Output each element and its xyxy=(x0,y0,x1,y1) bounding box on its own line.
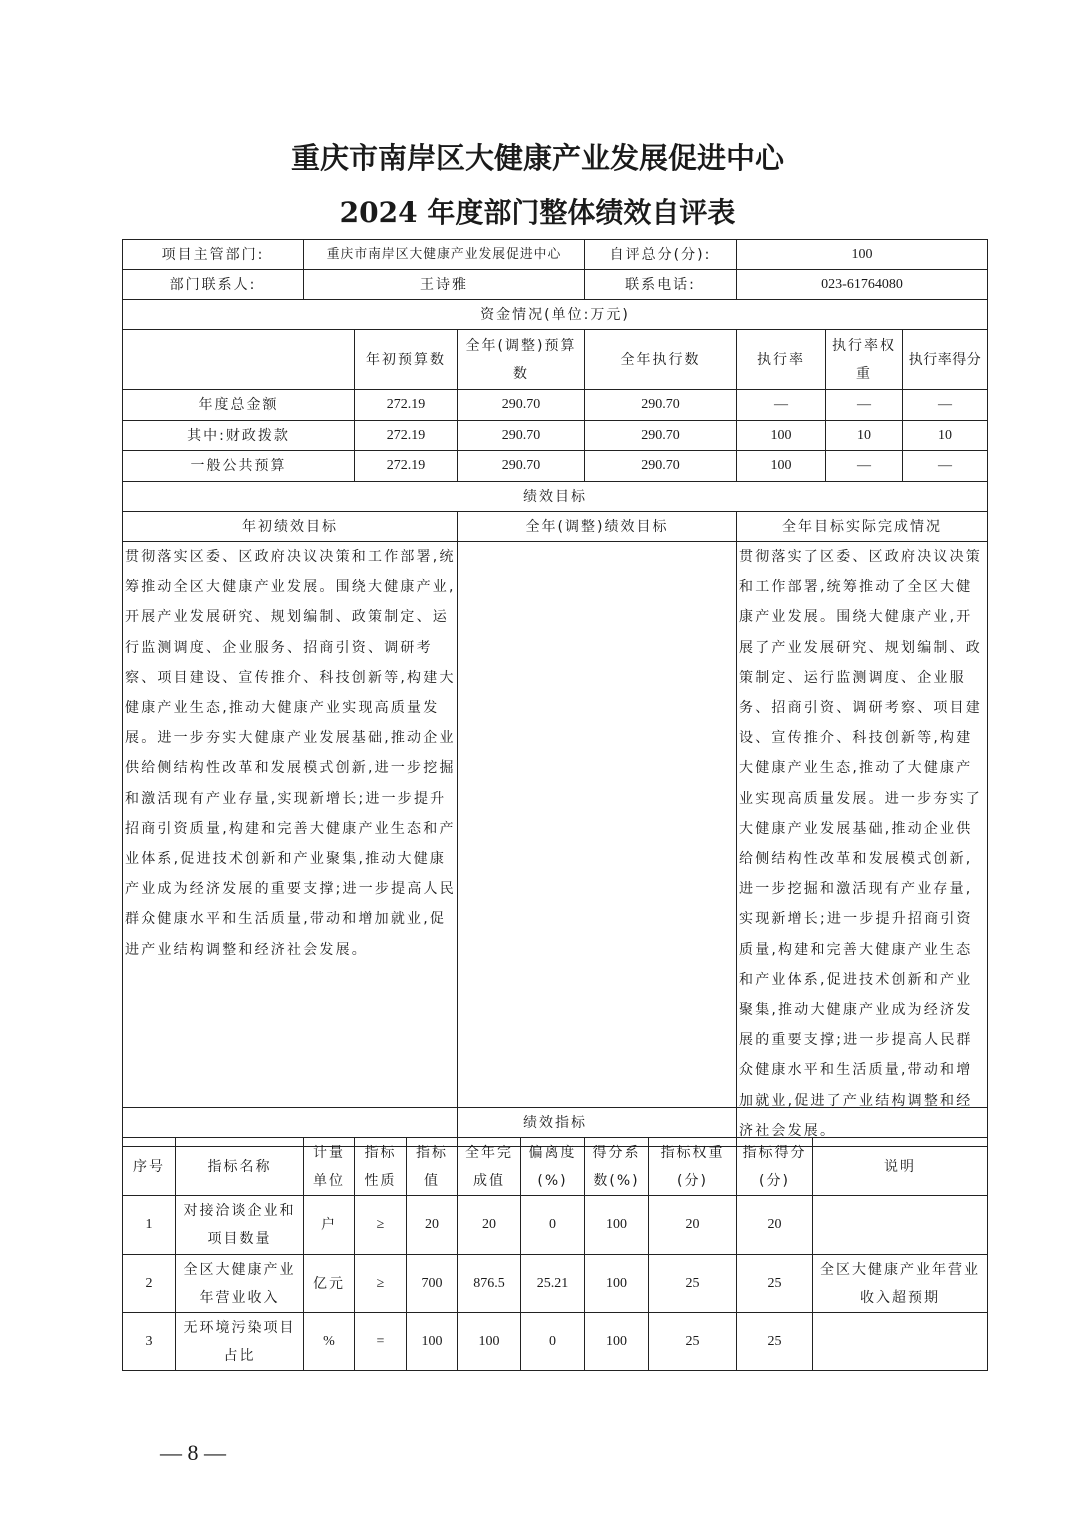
funding-col-weight: 执行率权重 xyxy=(826,330,903,390)
ind-deviation: 25.21 xyxy=(521,1255,585,1313)
ind-target: 20 xyxy=(407,1196,458,1255)
adjusted-goal-text xyxy=(458,542,737,1147)
goals-col-actual: 全年目标实际完成情况 xyxy=(737,512,988,542)
funding-row-weight: — xyxy=(826,451,903,482)
ind-coef: 100 xyxy=(585,1255,649,1313)
page-number: — 8 — xyxy=(160,1440,226,1465)
ind-target: 100 xyxy=(407,1313,458,1371)
funding-row-adjusted: 290.70 xyxy=(458,421,585,451)
indicator-row xyxy=(123,1196,988,1255)
ind-coef: 100 xyxy=(585,1196,649,1255)
document-subtitle: 2024 年度部门整体绩效自评表 xyxy=(339,196,736,229)
contact-value: 王诗雅 xyxy=(304,270,585,300)
indicator-row xyxy=(123,1313,988,1371)
ind-score: 25 xyxy=(737,1255,813,1313)
ind-actual: 20 xyxy=(458,1196,521,1255)
funding-section-title: 资金情况(单位:万元) xyxy=(123,300,988,330)
indicator-row xyxy=(123,1255,988,1313)
funding-col-adjusted: 全年(调整)预算数 xyxy=(458,330,585,390)
ind-actual: 100 xyxy=(458,1313,521,1371)
funding-row-adjusted: 290.70 xyxy=(458,451,585,482)
funding-row-executed: 290.70 xyxy=(585,451,737,482)
ind-nature: ≥ xyxy=(355,1255,407,1313)
ind-col-unit: 计量单位 xyxy=(304,1138,355,1196)
ind-nature: = xyxy=(355,1313,407,1371)
ind-col-nature: 指标性质 xyxy=(355,1138,407,1196)
actual-completion-text: 贯彻落实了区委、区政府决议决策和工作部署,统筹推动了全区大健康产业发展。围绕大健康产业,开展了产业发展研究、规划编制、政策制定、运行监测调度、企业服务、招商引资、调研考察、项目建设、宣传推介、科技创新等,构建大健康产业生态,推动了大健康产业实现高质量发展。进一步夯实了大健康产业发展基础,推动企业供给侧结构性改革和发展模式创新,进一步挖掘和激活现有产业存量,实现新增长;进一步提升招商引资质量,构建和完善大健康产业生态和产业体系,促进技术创新和产业聚集,推动大健康产业成为经济发展的重要支撑;进一步提高人民群众健康水平和生活质量,带动和增加就业,促进了产业结构调整和经济社会发展。 xyxy=(737,542,988,1147)
funding-row-weight: 10 xyxy=(826,421,903,451)
ind-score: 20 xyxy=(737,1196,813,1255)
document-title: 重庆市南岸区大健康产业发展促进中心 xyxy=(290,141,784,175)
ind-note xyxy=(813,1313,988,1371)
contact-label: 部门联系人: xyxy=(123,270,304,300)
ind-deviation: 0 xyxy=(521,1196,585,1255)
funding-row-name: 其中:财政拨款 xyxy=(123,421,355,451)
ind-col-no: 序号 xyxy=(123,1138,176,1196)
ind-weight: 20 xyxy=(649,1196,737,1255)
ind-deviation: 0 xyxy=(521,1313,585,1371)
ind-target: 700 xyxy=(407,1255,458,1313)
score-label: 自评总分(分): xyxy=(585,240,737,270)
goals-table xyxy=(122,481,988,1147)
goals-col-adjusted: 全年(调整)绩效目标 xyxy=(458,512,737,542)
ind-name: 对接洽谈企业和项目数量 xyxy=(176,1196,304,1255)
ind-unit: 户 xyxy=(304,1196,355,1255)
ind-note xyxy=(813,1196,988,1255)
funding-col-initial: 年初预算数 xyxy=(355,330,458,390)
ind-col-deviation: 偏离度(%) xyxy=(521,1138,585,1196)
ind-col-actual: 全年完成值 xyxy=(458,1138,521,1196)
ind-unit: % xyxy=(304,1313,355,1371)
funding-table xyxy=(122,329,988,482)
ind-no: 3 xyxy=(123,1313,176,1371)
indicators-section-title: 绩效指标 xyxy=(123,1108,988,1138)
ind-unit: 亿元 xyxy=(304,1255,355,1313)
initial-goal-text: 贯彻落实区委、区政府决议决策和工作部署,统筹推动全区大健康产业发展。围绕大健康产业,开展产业发展研究、规划编制、政策制定、运行监测调度、企业服务、招商引资、调研考察、项目建设、宣传推介、科技创新等,构建大健康产业生态,推动大健康产业实现高质量发展。进一步夯实大健康产业发展基础,推动企业供给侧结构性改革和发展模式创新,进一步挖掘和激活现有产业存量,实现新增长;进一步提升招商引资质量,构建和完善大健康产业生态和产业体系,促进技术创新和产业聚集,推动大健康产业成为经济发展的重要支撑;进一步提高人民群众健康水平和生活质量,带动和增加就业,促进产业结构调整和经济社会发展。 xyxy=(123,542,458,1147)
header-table xyxy=(122,239,988,330)
funding-row xyxy=(123,451,988,482)
ind-actual: 876.5 xyxy=(458,1255,521,1313)
ind-col-target: 指标值 xyxy=(407,1138,458,1196)
funding-col-rate: 执行率 xyxy=(737,330,826,390)
score-value: 100 xyxy=(737,240,988,270)
funding-row-rate: — xyxy=(737,390,826,421)
ind-col-weight: 指标权重(分) xyxy=(649,1138,737,1196)
dept-value: 重庆市南岸区大健康产业发展促进中心 xyxy=(304,240,585,270)
ind-coef: 100 xyxy=(585,1313,649,1371)
funding-row-score: — xyxy=(903,451,988,482)
funding-row-executed: 290.70 xyxy=(585,421,737,451)
funding-row-adjusted: 290.70 xyxy=(458,390,585,421)
ind-weight: 25 xyxy=(649,1313,737,1371)
dept-label: 项目主管部门: xyxy=(123,240,304,270)
indicators-table xyxy=(122,1107,988,1371)
goals-col-initial: 年初绩效目标 xyxy=(123,512,458,542)
funding-row-initial: 272.19 xyxy=(355,421,458,451)
ind-nature: ≥ xyxy=(355,1196,407,1255)
ind-col-name: 指标名称 xyxy=(176,1138,304,1196)
ind-no: 1 xyxy=(123,1196,176,1255)
funding-row-initial: 272.19 xyxy=(355,451,458,482)
funding-row xyxy=(123,421,988,451)
ind-no: 2 xyxy=(123,1255,176,1313)
funding-col-executed: 全年执行数 xyxy=(585,330,737,390)
ind-col-score: 指标得分(分) xyxy=(737,1138,813,1196)
ind-score: 25 xyxy=(737,1313,813,1371)
funding-row-name: 年度总金额 xyxy=(123,390,355,421)
funding-row-score: 10 xyxy=(903,421,988,451)
goals-section-title: 绩效目标 xyxy=(123,482,988,512)
ind-col-coef: 得分系数(%) xyxy=(585,1138,649,1196)
funding-row-rate: 100 xyxy=(737,421,826,451)
phone-value: 023-61764080 xyxy=(737,270,988,300)
funding-col-empty xyxy=(123,330,355,390)
funding-col-score: 执行率得分 xyxy=(903,330,988,390)
ind-name: 全区大健康产业年营业收入 xyxy=(176,1255,304,1313)
funding-row-initial: 272.19 xyxy=(355,390,458,421)
ind-col-note: 说明 xyxy=(813,1138,988,1196)
funding-row-executed: 290.70 xyxy=(585,390,737,421)
funding-row-score: — xyxy=(903,390,988,421)
ind-weight: 25 xyxy=(649,1255,737,1313)
phone-label: 联系电话: xyxy=(585,270,737,300)
funding-row-weight: — xyxy=(826,390,903,421)
ind-note: 全区大健康产业年营业收入超预期 xyxy=(813,1255,988,1313)
funding-row-name: 一般公共预算 xyxy=(123,451,355,482)
ind-name: 无环境污染项目占比 xyxy=(176,1313,304,1371)
funding-row xyxy=(123,390,988,421)
funding-row-rate: 100 xyxy=(737,451,826,482)
